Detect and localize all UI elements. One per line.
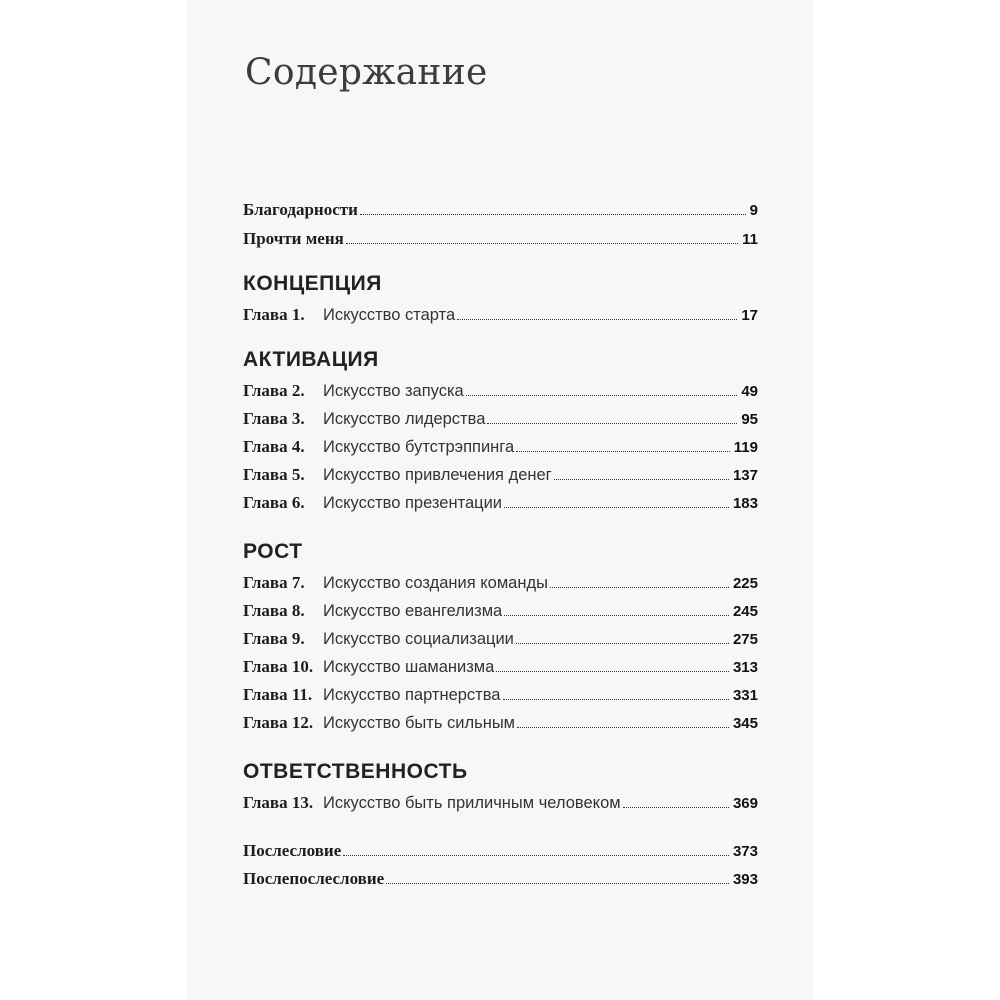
dot-leader xyxy=(466,395,738,396)
chapter-title: Искусство старта xyxy=(323,306,456,324)
page-number: 225 xyxy=(732,575,758,592)
dot-leader xyxy=(457,319,737,320)
page-number: 119 xyxy=(733,439,758,456)
chapter-number: Глава 2. xyxy=(243,381,305,400)
dot-leader xyxy=(343,855,729,856)
section-heading: АКТИВАЦИЯ xyxy=(243,348,379,371)
dot-leader xyxy=(516,643,729,644)
dot-leader xyxy=(487,423,737,424)
page-number: 9 xyxy=(749,202,758,219)
section-heading: ОТВЕТСТВЕННОСТЬ xyxy=(243,760,468,783)
page-number: 49 xyxy=(741,383,758,400)
toc-entry-chapter xyxy=(243,493,758,513)
dot-leader xyxy=(550,587,729,588)
chapter-number: Глава 12. xyxy=(243,713,314,732)
toc-entry-chapter xyxy=(243,601,758,621)
chapter-title: Искусство бутстрэппинга xyxy=(323,438,515,456)
toc-entry-chapter xyxy=(243,573,758,593)
page-number: 313 xyxy=(732,659,758,676)
entry-label: Послепослесловие xyxy=(243,869,385,888)
dot-leader xyxy=(360,214,746,215)
dot-leader xyxy=(386,883,729,884)
toc-entry-chapter xyxy=(243,629,758,649)
chapter-number: Глава 5. xyxy=(243,465,305,484)
chapter-title: Искусство презентации xyxy=(323,494,503,512)
dot-leader xyxy=(623,807,729,808)
page-number: 275 xyxy=(732,631,758,648)
chapter-title: Искусство привлечения денег xyxy=(323,466,552,484)
page-number: 11 xyxy=(742,231,758,248)
chapter-number: Глава 7. xyxy=(243,573,305,592)
entry-label: Благодарности xyxy=(243,200,358,219)
chapter-number: Глава 10. xyxy=(243,657,314,676)
chapter-number: Глава 1. xyxy=(243,305,305,324)
chapter-title: Искусство партнерства xyxy=(323,686,501,704)
dot-leader xyxy=(503,699,729,700)
toc-entry-chapter xyxy=(243,409,758,429)
entry-label: Послесловие xyxy=(243,841,342,860)
toc-entry-chapter xyxy=(243,793,758,813)
toc-entry-back xyxy=(243,841,758,861)
chapter-number: Глава 11. xyxy=(243,685,313,704)
chapter-title: Искусство быть приличным человеком xyxy=(323,794,621,812)
section-heading: РОСТ xyxy=(243,540,303,563)
dot-leader xyxy=(504,507,729,508)
page-number: 95 xyxy=(741,411,758,428)
dot-leader xyxy=(504,615,729,616)
toc-entry-chapter xyxy=(243,381,758,401)
page-number: 393 xyxy=(732,871,758,888)
page-number: 245 xyxy=(732,603,758,620)
dot-leader xyxy=(346,243,738,244)
dot-leader xyxy=(554,479,729,480)
page-number: 331 xyxy=(732,687,758,704)
toc-entry-front xyxy=(243,200,758,220)
page-number: 345 xyxy=(732,715,758,732)
chapter-number: Глава 13. xyxy=(243,793,314,812)
dot-leader xyxy=(517,727,729,728)
page-title: Содержание xyxy=(245,52,488,93)
toc-entry-chapter xyxy=(243,713,758,733)
chapter-number: Глава 8. xyxy=(243,601,305,620)
entry-label: Прочти меня xyxy=(243,229,344,248)
toc-entry-chapter xyxy=(243,305,758,325)
chapter-title: Искусство евангелизма xyxy=(323,602,503,620)
chapter-number: Глава 4. xyxy=(243,437,305,456)
toc-entry-back xyxy=(243,869,758,889)
page-number: 137 xyxy=(732,467,758,484)
chapter-title: Искусство шаманизма xyxy=(323,658,495,676)
chapter-title: Искусство создания команды xyxy=(323,574,548,592)
chapter-number: Глава 9. xyxy=(243,629,305,648)
page-number: 17 xyxy=(741,307,758,324)
chapter-title: Искусство запуска xyxy=(323,382,464,400)
chapter-title: Искусство лидерства xyxy=(323,410,486,428)
chapter-number: Глава 3. xyxy=(243,409,305,428)
toc-entry-chapter xyxy=(243,437,758,457)
page-number: 183 xyxy=(732,495,758,512)
page-number: 369 xyxy=(732,795,758,812)
chapter-title: Искусство социализации xyxy=(323,630,514,648)
toc-entry-chapter xyxy=(243,685,758,705)
chapter-number: Глава 6. xyxy=(243,493,305,512)
page-number: 373 xyxy=(732,843,758,860)
section-heading: КОНЦЕПЦИЯ xyxy=(243,272,382,295)
dot-leader xyxy=(516,451,730,452)
dot-leader xyxy=(496,671,729,672)
toc-entry-chapter xyxy=(243,657,758,677)
toc-entry-chapter xyxy=(243,465,758,485)
toc-entry-front xyxy=(243,229,758,249)
chapter-title: Искусство быть сильным xyxy=(323,714,516,732)
